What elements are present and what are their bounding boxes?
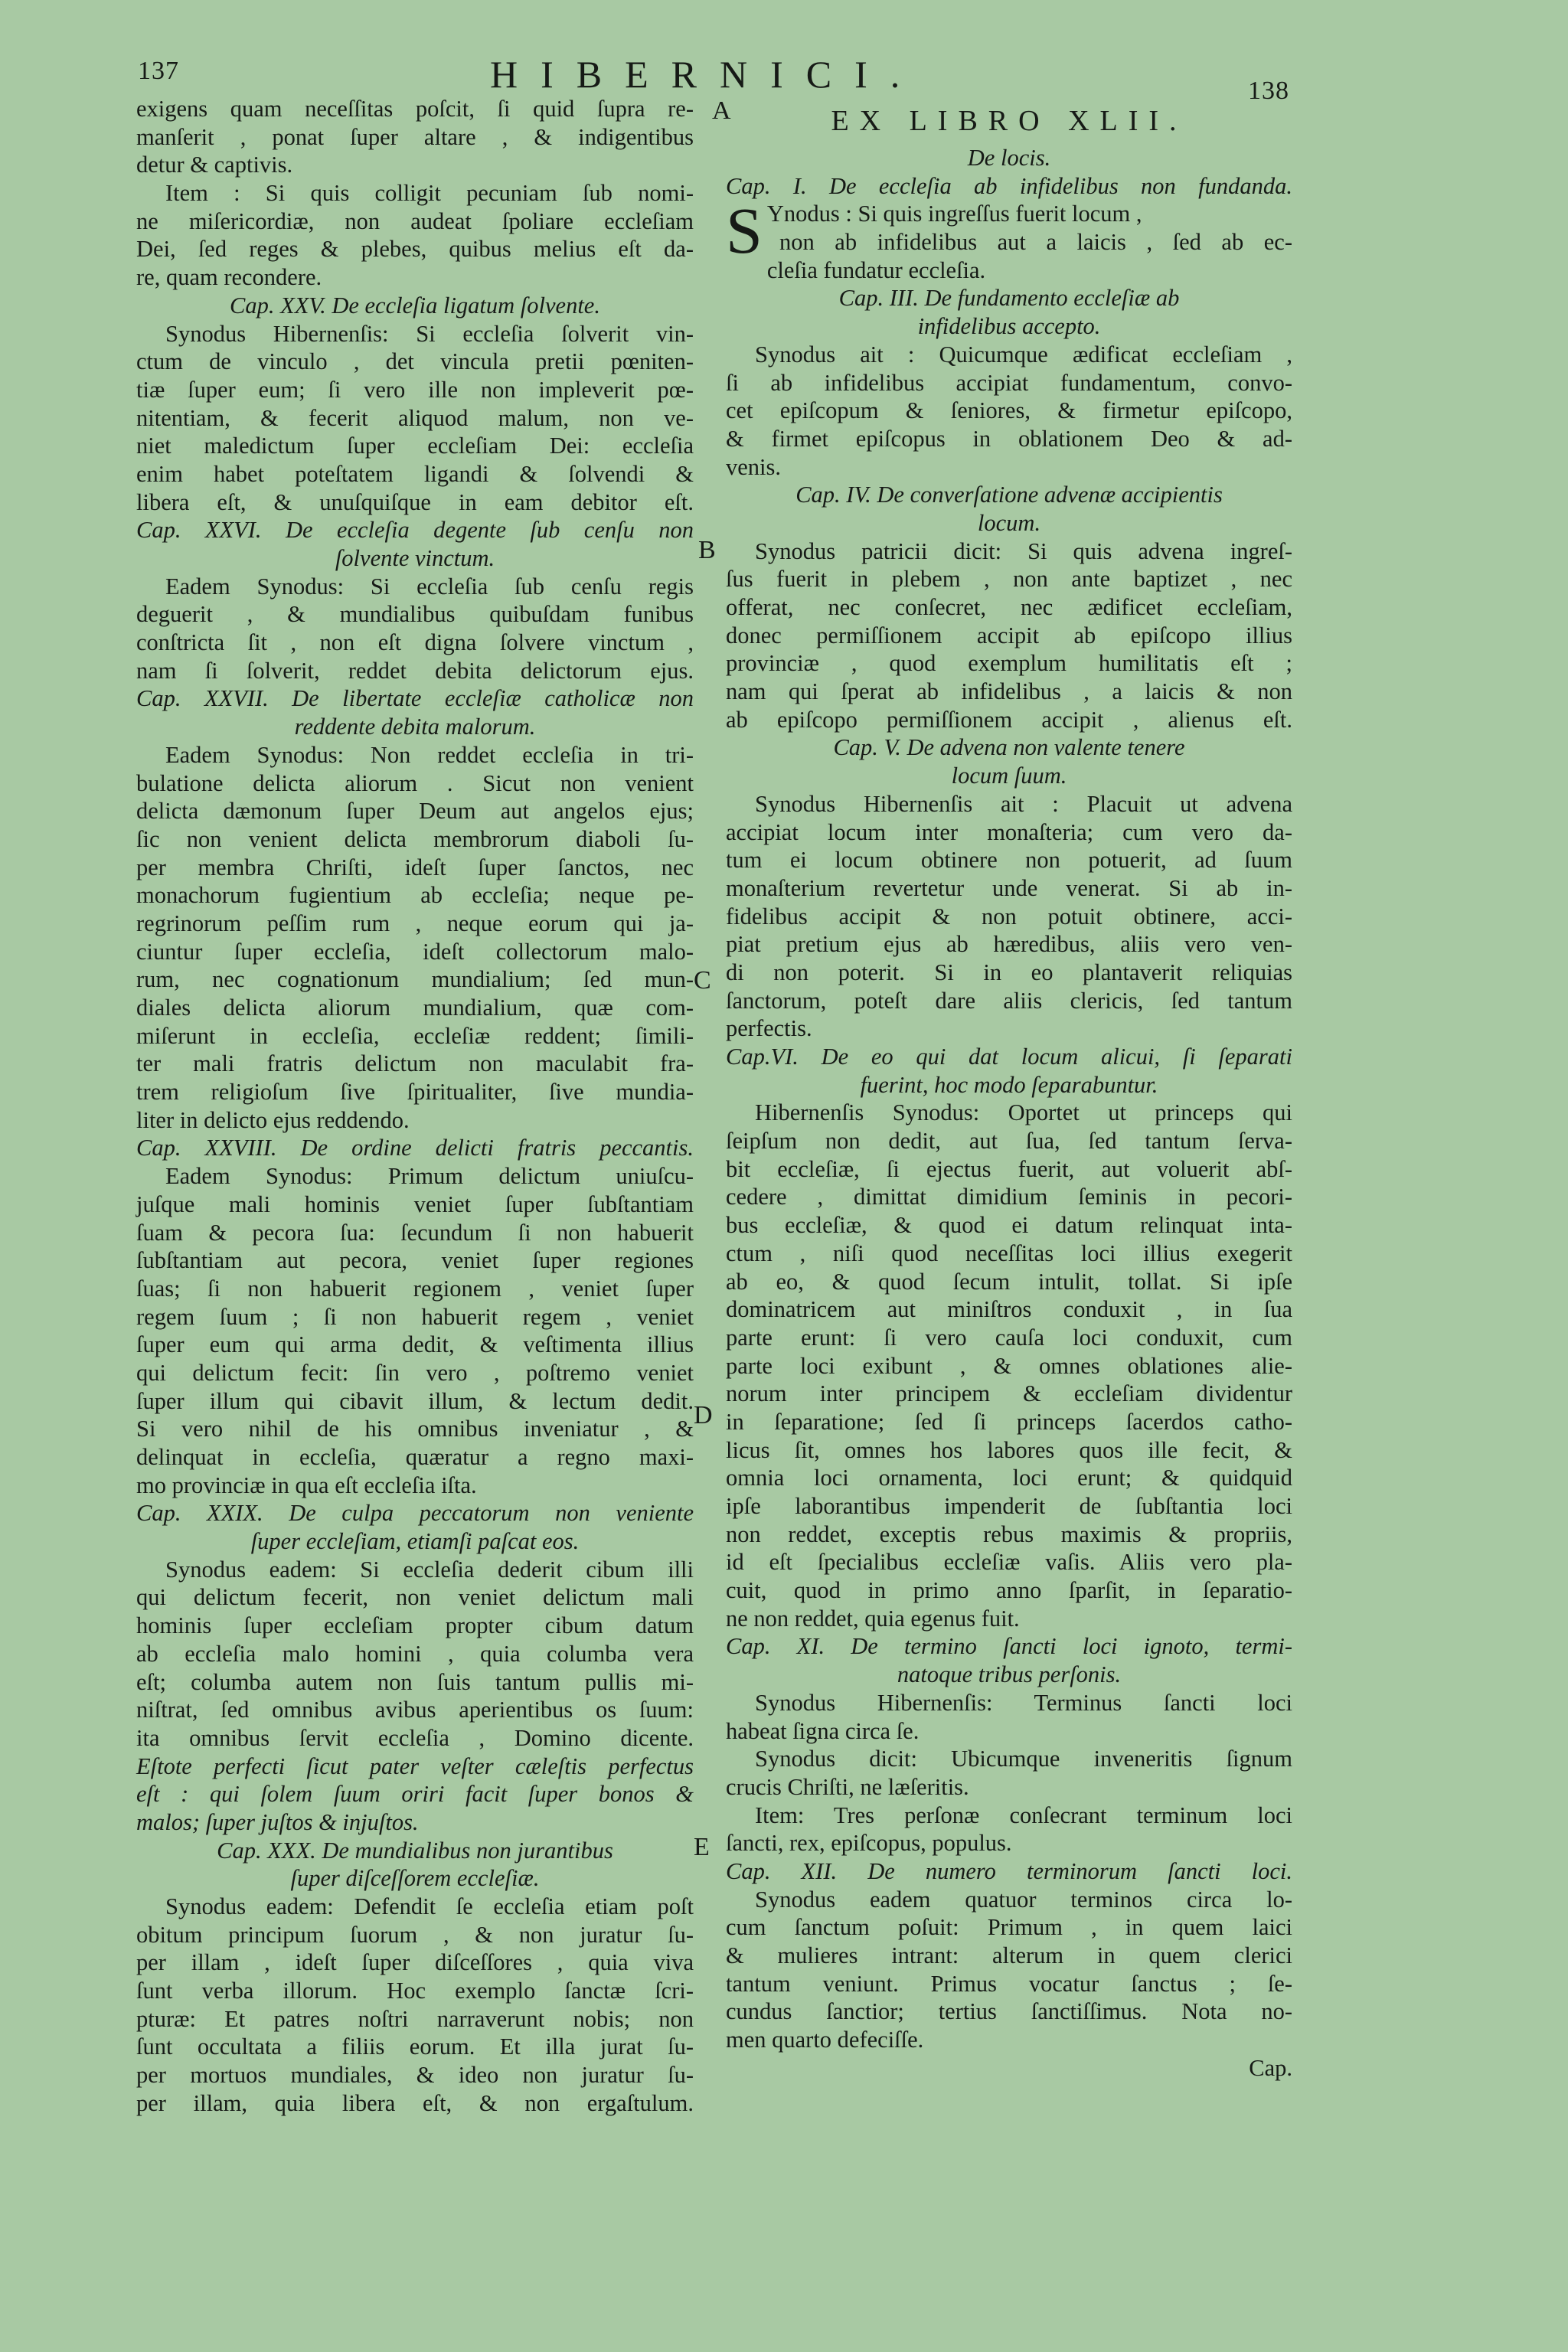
left-text-line: ciuntur ſuper eccleſia, ideſt collectorum malo- (136, 938, 694, 965)
right-column (726, 95, 1292, 2082)
left-text-line: nam ſi ſolverit, reddet debita delictorum ejus. (136, 657, 694, 684)
left-text-line: regrinorum peſſim rum , neque eorum qui ja- (136, 910, 694, 936)
right-text-line: bit eccleſiæ, ſi ejectus fuerit, aut voluerit abſ- (726, 1155, 1292, 1182)
left-text-line: ſuam & pecora ſua: ſecundum ſi non habuerit (136, 1219, 694, 1246)
left-text-line: deguerit , & mundialibus quibuſdam funibus (136, 601, 694, 628)
right-text-line: parte loci exibunt , & omnes oblationes alie- (726, 1352, 1292, 1379)
margin-letter-c: C (694, 966, 711, 995)
left-text-line: Si vero nihil de his omnibus inveniatur , & (136, 1416, 694, 1442)
right-text-line: crucis Chriſti, ne læſeritis. (726, 1773, 969, 1800)
left-chapter-heading: Cap. XXV. De eccleſia ligatum ſolvente. (230, 292, 600, 318)
left-text-line: juſque mali hominis veniet ſuper ſubſtantiam (136, 1191, 694, 1217)
right-text-line: piat pretium ejus ab hæredibus, aliis vero ven- (726, 931, 1292, 958)
left-text-line: obitum principum ſuorum , & non juratur ſu- (136, 1921, 694, 1948)
right-text-line: ipſe laborantibus impenderit de ſubſtantia loci (726, 1493, 1292, 1519)
right-chapter-heading: Cap. V. De advena non valente tenere (833, 734, 1185, 761)
right-text-line: cleſia fundatur eccleſia. (766, 256, 986, 283)
left-chapter-heading: reddente debita malorum. (294, 714, 536, 740)
right-text-line: dominatricem aut miniſtros conduxit , in ſua (726, 1296, 1292, 1323)
left-chapter-heading: Cap. XXIX. De culpa peccatorum non veniente (136, 1500, 694, 1527)
right-text-line: venis. (726, 453, 782, 480)
margin-letter-e: E (694, 1833, 710, 1861)
left-text-line: qui delictum fecit: ſin vero , poſtremo veniet (136, 1359, 694, 1386)
left-text-line: Eadem Synodus: Si eccleſia ſub cenſu regis (165, 573, 694, 599)
left-text-line: liter in delicto ejus reddendo. (136, 1106, 410, 1133)
left-text-line: libera eſt, & unuſquiſque in eam debitor eſt. (136, 488, 694, 515)
left-chapter-heading: Cap. XXX. De mundialibus non jurantibus (217, 1837, 613, 1864)
left-text-line: conſtricta ſit , non eſt digna ſolvere vinctum , (136, 629, 694, 656)
right-text-line: monaſterium revertetur unde venerat. Si ab in- (726, 874, 1292, 901)
right-text-line: ſancti, rex, epiſcopus, populus. (726, 1830, 1012, 1857)
right-text-line: non ab infidelibus aut a laicis , ſed ab ec- (779, 229, 1292, 256)
right-chapter-heading: infidelibus accepto. (917, 313, 1101, 340)
right-text-line: fidelibus accipit & non potuit obtinere, acci- (726, 903, 1292, 929)
running-head: HIBERNICI. (490, 53, 923, 96)
left-text-line: delinquat in eccleſia, quæratur a regno maxi- (136, 1444, 694, 1470)
left-text-line: exigens quam neceſſitas poſcit, ſi quid ſupra re- (136, 96, 694, 122)
left-text-line: bulatione delicta aliorum . Sicut non venient (136, 769, 694, 796)
right-text-line: Synodus Hibernenſis: Terminus ſancti loci (755, 1689, 1292, 1716)
left-text-line: qui delictum fecerit, non veniet delictum mali (136, 1584, 694, 1611)
right-chapter-heading: Cap. XII. De numero terminorum ſancti loci. (726, 1857, 1292, 1884)
left-text-line: manſerit , ponat ſuper altare , & indigentibus (136, 123, 694, 150)
right-text-line: parte erunt: ſi vero cauſa loci conduxit, cum (726, 1324, 1292, 1351)
right-text-line: ab eo, & quod ſecum intulit, tollat. Si ipſe (726, 1268, 1292, 1295)
right-text-line: accipiat locum inter monaſteria; cum vero da- (726, 818, 1292, 845)
right-text-line: Synodus ait : Quicumque ædificat eccleſiam , (755, 341, 1292, 368)
left-text-line: Dei, ſed reges & plebes, quibus melius eſt da- (136, 236, 694, 263)
right-text-line: ctum , niſi quod neceſſitas loci illius exegerit (726, 1240, 1292, 1266)
left-text-line: niet maledictum ſuper eccleſiam Dei: eccleſia (136, 433, 694, 459)
right-text-line: ſus fuerit in plebem , non ante baptizet , nec (726, 566, 1292, 593)
left-text-line: ſuper illum qui cibavit illum, & lectum dedit. (136, 1387, 694, 1414)
left-text-line: diales delicta aliorum mundialium, quæ com- (136, 995, 694, 1021)
right-text-line: Synodus dicit: Ubicumque inveneritis ſignum (755, 1746, 1292, 1772)
left-text-line: Eadem Synodus: Non reddet eccleſia in tri- (165, 741, 694, 768)
right-text-line: ab epiſcopo permiſſionem accipit , alienus eſt. (726, 706, 1292, 733)
right-text-line: ſeipſum non dedit, aut ſua, ſed tantum ſerva- (726, 1128, 1292, 1155)
right-text-line: ſanctorum, poteſt dare aliis clericis, ſed tantum (726, 987, 1292, 1014)
left-text-line: per illam, quia libera eſt, & non ergaſtulum. (136, 2089, 694, 2116)
right-text-line: cuit, quod in primo anno ſparſit, in ſeparatio- (726, 1577, 1292, 1604)
right-chapter-heading: locum. (977, 509, 1041, 536)
left-text-line: trem religioſum ſive ſpiritualiter, ſive mundia- (136, 1079, 694, 1106)
left-text-line: re, quam recondere. (136, 264, 322, 291)
left-text-line: eſt; columba autem non ſuis tantum pullis mi- (136, 1668, 694, 1695)
right-text-line: ne non reddet, quia egenus fuit. (726, 1605, 1020, 1632)
left-text-line: pturæ: Et patres noſtri narraverunt nobis; non (136, 2005, 694, 2032)
left-text-line: tiæ ſuper eum; ſi vero ille non impleverit pœ- (136, 376, 694, 403)
left-text-line: rum, nec cognationum mundialium; ſed mun- (136, 966, 694, 993)
right-text-span: Ynodus : Si quis ingreſſus fuerit locum , (766, 201, 1142, 227)
left-text-line: ſuas; ſi non habuerit regionem , veniet ſuper (136, 1275, 694, 1302)
right-text-line: perfectis. (726, 1015, 812, 1042)
left-text-line: ſubſtantiam aut pecora, veniet ſuper regiones (136, 1247, 694, 1274)
right-text-line: norum inter principem & eccleſiam dividentur (726, 1380, 1292, 1407)
left-text-line: nitentiam, & fecerit aliquod malum, non ve- (136, 404, 694, 431)
right-chapter-heading: natoque tribus perſonis. (897, 1661, 1122, 1688)
margin-letter-a: A (712, 96, 731, 125)
margin-letter-b: B (698, 536, 716, 564)
right-chapter-heading: De locis. (967, 145, 1051, 171)
left-text-line: ſic non venient delicta membrorum diaboli ſu- (136, 825, 694, 852)
left-text-line: detur & captivis. (136, 152, 293, 178)
page-number-left: 137 (138, 57, 179, 85)
left-text-line: hominis ſuper eccleſiam propter cibum datum (136, 1612, 694, 1639)
right-chapter-heading: Cap. III. De fundamento eccleſiæ ab (838, 285, 1180, 312)
right-text-line: in ſeparatione; ſed ſi princeps ſacerdos catho- (726, 1408, 1292, 1435)
left-text-line: ter mali fratris delictum non maculabit fra- (136, 1050, 694, 1077)
right-text-line: tantum veniunt. Primus vocatur ſanctus ; ſe- (726, 1970, 1292, 1997)
left-chapter-heading: ſuper diſceſſorem eccleſiæ. (290, 1865, 540, 1892)
right-chapter-heading: Cap.VI. De eo qui dat locum alicui, ſi ſeparati (726, 1044, 1292, 1070)
left-text-line: niſtrat, ſed omnibus avibus aperientibus os ſuum: (136, 1697, 694, 1723)
right-text-line: Synodus patricii dicit: Si quis advena ingreſ- (755, 537, 1292, 564)
right-text-line: Item: Tres perſonæ conſecrant terminum loci (755, 1802, 1292, 1828)
left-text-line: ſunt verba illorum. Hoc exemplo ſanctæ ſcri- (136, 1978, 694, 2004)
left-chapter-heading: malos; ſuper juſtos & injuſtos. (136, 1808, 419, 1835)
right-text-line: cet epiſcopum & ſeniores, & firmetur epiſcopo, (726, 397, 1292, 424)
right-text-line: non reddet, exceptis rebus maximis & propriis, (726, 1521, 1292, 1547)
right-text-line: omnia loci ornamenta, loci erunt; & quidquid (726, 1465, 1292, 1491)
right-text-line: & mulieres intrant: alterum in quem clerici (726, 1942, 1292, 1968)
left-text-line: Synodus eadem: Si eccleſia dederit cibum illi (165, 1556, 694, 1583)
left-text-line: per illam , ideſt ſuper diſceſſores , quia viva (136, 1949, 694, 1976)
right-text-line: Hibernenſis Synodus: Oportet ut princeps qui (755, 1099, 1292, 1126)
left-text-line: ctum de vinculo , det vincula pretii pœniten- (136, 348, 694, 375)
left-text-line: ſunt occultata a filiis eorum. Et illa jurat ſu- (136, 2034, 694, 2060)
left-chapter-heading: eſt : qui ſolem ſuum oriri facit ſuper bonos & (136, 1781, 694, 1808)
left-text-line: ne miſericordiæ, non audeat ſpoliare eccleſiam (136, 207, 694, 234)
right-text-line: provinciæ , quod exemplum humilitatis eſt ; (726, 650, 1292, 677)
left-text-line: delicta dæmonum ſuper Deum aut angelos ejus; (136, 798, 694, 825)
right-text-line: nam qui ſperat ab infidelibus , a laicis & non (726, 678, 1292, 705)
right-text-line: donec permiſſionem accipit ab epiſcopo illius (726, 622, 1292, 648)
left-text-line: per membra Chriſti, ideſt ſuper ſanctos, nec (136, 854, 694, 880)
right-text-line: cum ſanctum poſuit: Primum , in quem laici (726, 1914, 1292, 1941)
right-text-line: cedere , dimittat dimidium ſeminis in pecori- (726, 1184, 1292, 1210)
left-text-line: Eadem Synodus: Primum delictum uniuſcu- (165, 1163, 694, 1190)
left-text-line: Synodus eadem: Defendit ſe eccleſia etiam poſt (165, 1893, 694, 1919)
right-text-line: offerat, nec conſecret, nec ædificet eccleſiam, (726, 594, 1292, 620)
right-chapter-heading: fuerint, hoc modo ſeparabuntur. (860, 1071, 1158, 1098)
left-text-line: monachorum fugientium ab eccleſia; neque pe- (136, 882, 694, 909)
right-text-line: licus ſit, omnes hos labores quos ille fecit, & (726, 1436, 1292, 1463)
right-chapter-heading: Cap. I. De eccleſia ab infidelibus non fundanda. (726, 172, 1292, 199)
left-text-line: Item : Si quis colligit pecuniam ſub nomi- (165, 180, 694, 207)
left-text-line: ſuper eum qui arma dedit, & veſtimenta illius (136, 1331, 694, 1358)
left-column (136, 95, 694, 2118)
left-chapter-heading: Cap. XXVIII. De ordine delicti fratris peccantis. (136, 1135, 694, 1161)
right-text-line: men quarto defeciſſe. (726, 2027, 924, 2053)
left-text-line: enim habet poteſtatem ligandi & ſolvendi & (136, 460, 694, 487)
left-chapter-heading: ſolvente vinctum. (335, 545, 495, 571)
right-chapter-heading: locum ſuum. (951, 763, 1067, 789)
page-number-right: 138 (1248, 77, 1289, 105)
left-chapter-heading: Eſtote perfecti ſicut pater veſter cæleſtis perfectus (136, 1753, 694, 1779)
left-text-line: ita omnibus ſervit eccleſia , Domino dicente. (136, 1724, 694, 1751)
right-text-line: Synodus Hibernenſis ait : Placuit ut advena (755, 790, 1292, 817)
right-text-line: di non poterit. Si in eo plantaverit reliquias (726, 959, 1292, 985)
right-chapter-heading: Cap. IV. De converſatione advenæ accipientis (795, 482, 1223, 508)
left-text-line: regem ſuum ; ſi non habuerit regem , veniet (136, 1303, 694, 1330)
right-text-line: ſi ab infidelibus accipiat fundamentum, convo- (726, 369, 1292, 396)
left-text-line: per mortuos mundiales, & ideo non juratur ſu- (136, 2062, 694, 2089)
left-chapter-heading: Cap. XXVI. De eccleſia degente ſub cenſu non (136, 517, 694, 544)
right-text-line: & firmet epiſcopus in oblationem Deo & ad- (726, 425, 1292, 452)
left-text-line: ab eccleſia malo homini , quia columba vera (136, 1640, 694, 1667)
right-chapter-heading: Cap. XI. De termino ſancti loci ignoto, termi- (726, 1633, 1292, 1660)
right-text-line: tum ei locum obtinere non potuerit, ad ſuum (726, 847, 1292, 874)
left-text-line: Synodus Hibernenſis: Si eccleſia ſolverit vin- (165, 320, 694, 347)
left-chapter-heading: ſuper eccleſiam, etiamſi paſcat eos. (250, 1528, 580, 1555)
left-text-line: mo provinciæ in qua eſt eccleſia iſta. (136, 1472, 477, 1498)
right-text-line: Cap. (1249, 2054, 1292, 2081)
left-text-line: miſerunt in eccleſia, eccleſiæ reddent; ſimili- (136, 1022, 694, 1049)
right-text-line: Synodus eadem quatuor terminos circa lo- (755, 1886, 1292, 1913)
right-text-line: habeat ſigna circa ſe. (726, 1717, 920, 1744)
drop-cap-initial: S (726, 194, 763, 268)
right-text-line: cundus ſanctior; tertius ſanctiſſimus. Nota no- (726, 1998, 1292, 2025)
right-text-line: bus eccleſiæ, & quod ei datum relinquat inta- (726, 1212, 1292, 1239)
book-heading: EX LIBRO XLII. (831, 105, 1187, 137)
right-text-line: id eſt ſpecialibus eccleſiæ vaſis. Aliis vero pla- (726, 1549, 1292, 1576)
left-chapter-heading: Cap. XXVII. De libertate eccleſiæ catholicæ non (136, 685, 694, 712)
margin-letter-d: D (694, 1401, 713, 1429)
